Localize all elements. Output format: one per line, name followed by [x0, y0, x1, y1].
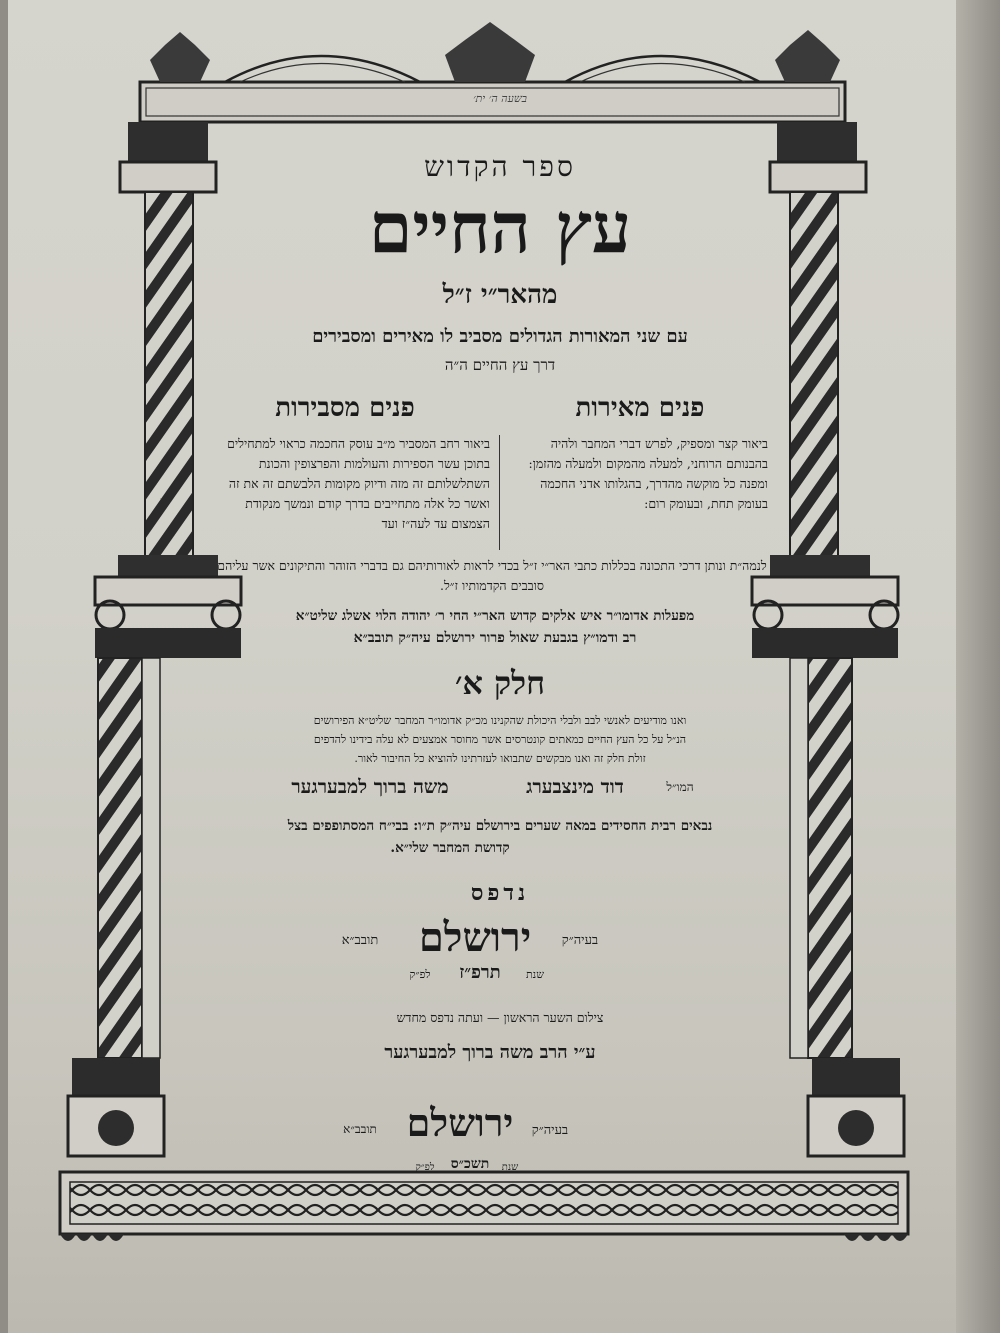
- place-2-prefix: בעיה״ק: [531, 1123, 569, 1138]
- year-1-suffix: לפ״ק: [409, 968, 431, 981]
- bottom-border: [60, 1172, 908, 1241]
- sale-line-1: נבאים רבית החסידים במאה שערים בירושלם עיה״ק ת״ו: בבי״ח המסתופפים בצל: [287, 818, 713, 834]
- year-2-suffix: לפ״ק: [415, 1162, 435, 1173]
- subtitle-line-2: דרך עץ החיים ה״ה: [444, 356, 556, 374]
- right-column-text: ביאור קצר ומספיק, לפרש דברי המחבר ולהיה בהבנותם הרוחני, למעלה מהמקום ולמעלה מהזמן: ומפנה כל מוקשה מהדרך, בהגלותו אדני החכמה בעומק תחת, ובעומק רום:: [528, 436, 768, 511]
- sale-line-2: קדושת המחבר שלי״א.: [390, 840, 510, 856]
- photo-note: צילום השער הראשון — ועתה נדפס מחדש: [396, 1010, 604, 1025]
- place-1-city: ירושלם: [418, 914, 532, 961]
- left-column-text: ביאור רחב המסביר מ״ב עוסק החכמה כראוי למתחילים בתוכן עשר הספירות והעולמות והפרצופין והכונת השתלשלותם זה מזה ודיוק מקומות הלבשתם זה את זה ואשר כל אלה מתחייבים בדרך קודם ונמשך מנקודת הצמצום עד לעה״ז ועד: [227, 436, 490, 531]
- book-title: עץ החיים: [368, 186, 632, 269]
- notice-line-1: ואנו מודיעים לאנשי לבב ולבלי היכולת שהקנינו מכ״ק אדומו״ר המחבר שליט״א הפירושים: [313, 714, 687, 727]
- printed-label: נדפס: [470, 880, 530, 906]
- place-2-city: ירושלם: [406, 1100, 514, 1145]
- top-arch: [140, 22, 845, 122]
- part-label: חלק א׳: [454, 664, 546, 702]
- right-column-heading: פנים מאירות: [575, 393, 705, 423]
- left-pillar: [68, 122, 241, 1156]
- subtitle-line-1: עם שני המאורות הגדולים מסביב לו מאירים ומסבירים: [312, 326, 688, 347]
- year-2-value: תשכ״ס: [450, 1156, 490, 1172]
- place-1-suffix: תובב״א: [341, 933, 379, 948]
- year-2-prefix: שנת: [501, 1162, 519, 1173]
- signer-name-1: דוד מינצבערג: [526, 776, 624, 798]
- signer-name-2: משה ברוך למבערגער: [291, 776, 449, 798]
- column-divider: [499, 435, 500, 550]
- reprint-by: ע״י הרב משה ברוך למבערגער: [384, 1042, 596, 1063]
- top-inscription: בשעה ה׳ ית׳: [473, 92, 527, 105]
- author-credit-line-2: רב ודמו״ץ בגבעת שאול פרור ירושלם עיה״ק תובב״א: [353, 630, 637, 646]
- notice-line-3: זולת חלק זה ואנו מבקשים שתבואו לעזרתינו להוציא כל החיבור לאור.: [354, 752, 646, 765]
- right-pillar: [752, 122, 904, 1156]
- continuation-text: לנמה״ת ונותן דרכי התכונה בכללות כתבי האר״י ז״ל בכדי לראות לאורותיהם גם בדברי הזוהר והתיקונים אשר עליהם סובבים הקדמותיו ז״ל.: [217, 558, 767, 593]
- year-1-prefix: שנת: [525, 968, 545, 981]
- author-credit-line-1: מפעלות אדומו״ר איש אלקים קדוש האר״י החי ר׳ יהודה הלוי אשלג שליט״א: [295, 608, 695, 624]
- notice-line-2: הנ״ל על כל העץ החיים כמאתים קונטרסים אשר מחוסר אמצעים לא עלה בידינו להדפים: [313, 733, 687, 746]
- place-2-suffix: תובב״א: [343, 1122, 377, 1136]
- left-column-heading: פנים מסבירות: [275, 393, 415, 423]
- signers-prefix: המו״ל: [666, 780, 694, 794]
- year-1-value: תרפ״ז: [459, 962, 501, 983]
- place-1-prefix: בעיה״ק: [561, 933, 599, 948]
- author-line: מהאר״י ז״ל: [442, 280, 558, 310]
- header-line: ספר הקדוש: [424, 150, 576, 183]
